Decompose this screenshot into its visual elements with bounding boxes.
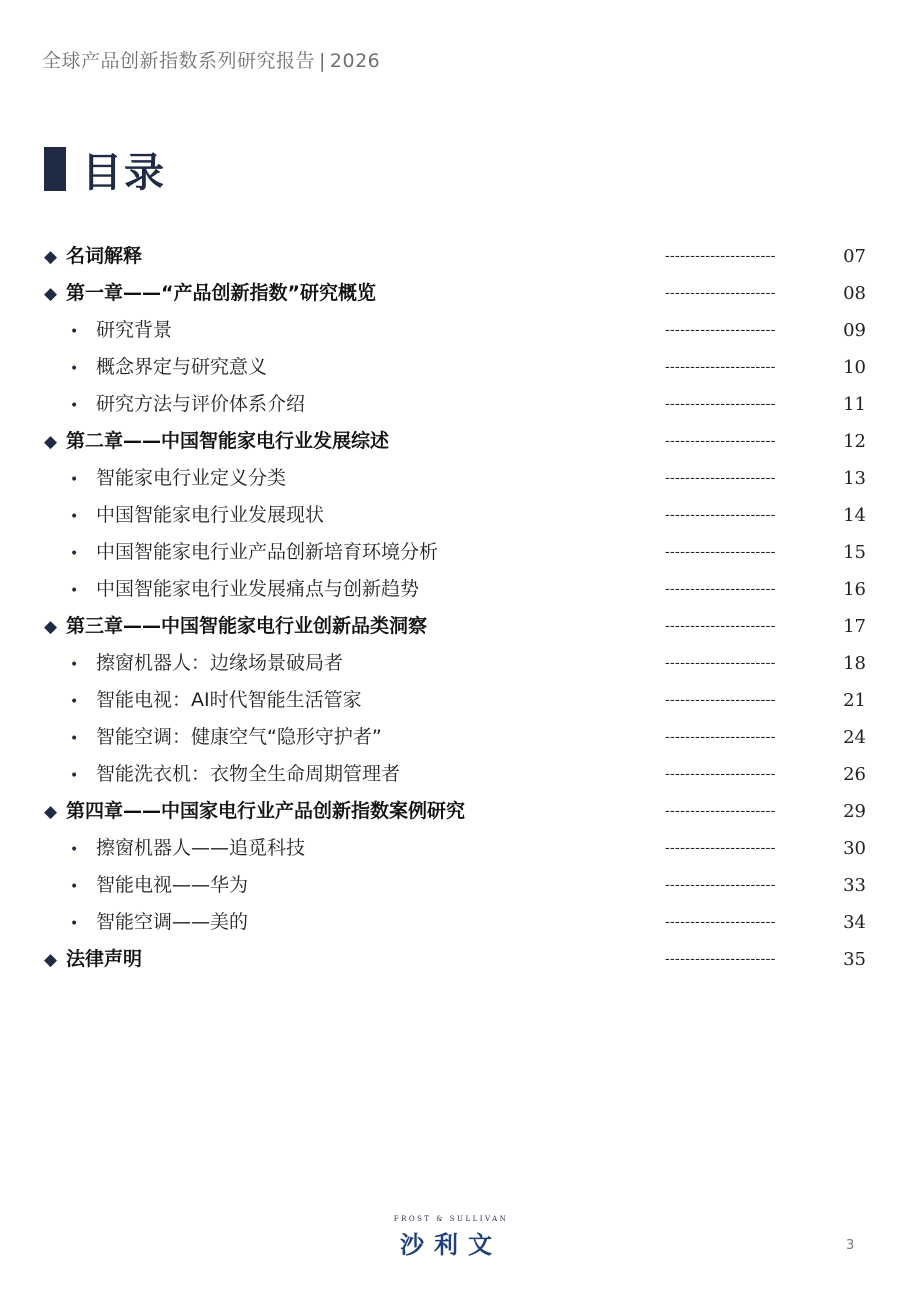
frost-sullivan-logo	[388, 1215, 514, 1260]
dot-bullet-icon: •	[70, 398, 79, 414]
toc-page-number: 09	[843, 320, 866, 341]
diamond-bullet-icon: ◆	[44, 432, 58, 452]
toc-page-number: 07	[843, 246, 866, 267]
toc-page-number: 29	[843, 801, 866, 822]
toc-chapter-entry[interactable]	[44, 793, 866, 830]
toc-chapter-entry[interactable]	[44, 275, 866, 312]
report-series-title: 全球产品创新指数系列研究报告	[42, 50, 316, 72]
dot-bullet-icon: •	[70, 731, 79, 747]
report-year: 2026	[329, 50, 381, 72]
toc-entry-label: 中国智能家电行业产品创新培育环境分析	[96, 541, 439, 563]
diamond-bullet-icon: ◆	[44, 617, 58, 637]
toc-entry-label: 第四章——中国家电行业产品创新指数案例研究	[66, 800, 466, 822]
diamond-bullet-icon: ◆	[44, 247, 58, 267]
toc-page-number: 15	[843, 542, 866, 563]
toc-page-number: 14	[843, 505, 866, 526]
toc-section-entry[interactable]	[44, 719, 866, 756]
header-separator: |	[319, 50, 326, 72]
toc-leader-dashes: ----------------------	[665, 655, 776, 671]
toc-entry-label: 概念界定与研究意义	[96, 356, 268, 378]
toc-leader-dashes: ----------------------	[665, 692, 776, 708]
toc-entry-label: 中国智能家电行业发展现状	[96, 504, 325, 526]
toc-leader-dashes: ----------------------	[665, 840, 776, 856]
toc-section-entry[interactable]	[44, 682, 866, 719]
toc-leader-dashes: ----------------------	[665, 803, 776, 819]
toc-section-entry[interactable]	[44, 460, 866, 497]
toc-entry-label: 智能空调——美的	[96, 911, 249, 933]
toc-page-number: 17	[843, 616, 866, 637]
dot-bullet-icon: •	[70, 324, 79, 340]
toc-page-number: 35	[843, 949, 866, 970]
toc-page-number: 34	[843, 912, 866, 933]
toc-entry-label: 智能电视——华为	[96, 874, 249, 896]
toc-section-entry[interactable]	[44, 867, 866, 904]
toc-entry-label: 第一章——“产品创新指数”研究概览	[66, 282, 376, 304]
dot-bullet-icon: •	[70, 546, 79, 562]
toc-leader-dashes: ----------------------	[665, 544, 776, 560]
toc-entry-label: 名词解释	[66, 245, 143, 267]
toc-entry-label: 智能电视：AI时代智能生活管家	[96, 689, 362, 711]
toc-entry-label: 研究方法与评价体系介绍	[96, 393, 306, 415]
toc-leader-dashes: ----------------------	[665, 248, 776, 264]
toc-page-number: 16	[843, 579, 866, 600]
toc-leader-dashes: ----------------------	[665, 951, 776, 967]
toc-leader-dashes: ----------------------	[665, 766, 776, 782]
table-of-contents	[44, 238, 866, 978]
toc-entry-label: 智能洗衣机：衣物全生命周期管理者	[96, 763, 401, 785]
toc-page-number: 21	[843, 690, 866, 711]
toc-chapter-entry[interactable]	[44, 608, 866, 645]
dot-bullet-icon: •	[70, 472, 79, 488]
toc-entry-label: 擦窗机器人：边缘场景破局者	[96, 652, 344, 674]
toc-leader-dashes: ----------------------	[665, 433, 776, 449]
report-header	[42, 46, 380, 73]
toc-entry-label: 第二章——中国智能家电行业发展综述	[66, 430, 390, 452]
toc-page-number: 10	[843, 357, 866, 378]
toc-leader-dashes: ----------------------	[665, 470, 776, 486]
toc-page-number: 33	[843, 875, 866, 896]
toc-entry-label: 研究背景	[96, 319, 173, 341]
dot-bullet-icon: •	[70, 879, 79, 895]
toc-heading	[44, 145, 166, 196]
page-number: 3	[846, 1238, 855, 1253]
title-accent-bar	[44, 147, 66, 191]
toc-page-number: 24	[843, 727, 866, 748]
toc-section-entry[interactable]	[44, 497, 866, 534]
toc-leader-dashes: ----------------------	[665, 729, 776, 745]
toc-page-number: 13	[843, 468, 866, 489]
toc-section-entry[interactable]	[44, 756, 866, 793]
toc-entry-label: 智能家电行业定义分类	[96, 467, 287, 489]
toc-leader-dashes: ----------------------	[665, 396, 776, 412]
dot-bullet-icon: •	[70, 583, 79, 599]
diamond-bullet-icon: ◆	[44, 284, 58, 304]
diamond-bullet-icon: ◆	[44, 950, 58, 970]
dot-bullet-icon: •	[70, 768, 79, 784]
toc-section-entry[interactable]	[44, 830, 866, 867]
dot-bullet-icon: •	[70, 916, 79, 932]
toc-leader-dashes: ----------------------	[665, 914, 776, 930]
toc-section-entry[interactable]	[44, 534, 866, 571]
toc-entry-label: 第三章——中国智能家电行业创新品类洞察	[66, 615, 428, 637]
dot-bullet-icon: •	[70, 509, 79, 525]
dot-bullet-icon: •	[70, 657, 79, 673]
diamond-bullet-icon: ◆	[44, 802, 58, 822]
toc-section-entry[interactable]	[44, 904, 866, 941]
toc-page-number: 11	[843, 394, 866, 415]
dot-bullet-icon: •	[70, 842, 79, 858]
toc-page-number: 26	[843, 764, 866, 785]
toc-page-number: 30	[843, 838, 866, 859]
logo-chinese-text: 沙利文	[400, 1231, 502, 1259]
toc-section-entry[interactable]	[44, 386, 866, 423]
toc-section-entry[interactable]	[44, 312, 866, 349]
toc-entry-label: 擦窗机器人——追觅科技	[96, 837, 306, 859]
toc-leader-dashes: ----------------------	[665, 581, 776, 597]
toc-chapter-entry[interactable]	[44, 423, 866, 460]
toc-entry-label: 中国智能家电行业发展痛点与创新趋势	[96, 578, 420, 600]
toc-page-number: 12	[843, 431, 866, 452]
toc-leader-dashes: ----------------------	[665, 322, 776, 338]
toc-section-entry[interactable]	[44, 645, 866, 682]
toc-leader-dashes: ----------------------	[665, 359, 776, 375]
toc-entry-label: 法律声明	[66, 948, 143, 970]
toc-section-entry[interactable]	[44, 349, 866, 386]
toc-leader-dashes: ----------------------	[665, 618, 776, 634]
toc-leader-dashes: ----------------------	[665, 877, 776, 893]
toc-chapter-entry[interactable]	[44, 941, 866, 978]
toc-page-number: 18	[843, 653, 866, 674]
toc-leader-dashes: ----------------------	[665, 285, 776, 301]
logo-english-text: FROST & SULLIVAN	[393, 1215, 509, 1223]
toc-leader-dashes: ----------------------	[665, 507, 776, 523]
toc-title: 目录	[82, 149, 166, 196]
dot-bullet-icon: •	[70, 361, 79, 377]
toc-page-number: 08	[843, 283, 866, 304]
toc-chapter-entry[interactable]	[44, 238, 866, 275]
dot-bullet-icon: •	[70, 694, 79, 710]
toc-section-entry[interactable]	[44, 571, 866, 608]
toc-entry-label: 智能空调：健康空气“隐形守护者”	[96, 726, 382, 748]
